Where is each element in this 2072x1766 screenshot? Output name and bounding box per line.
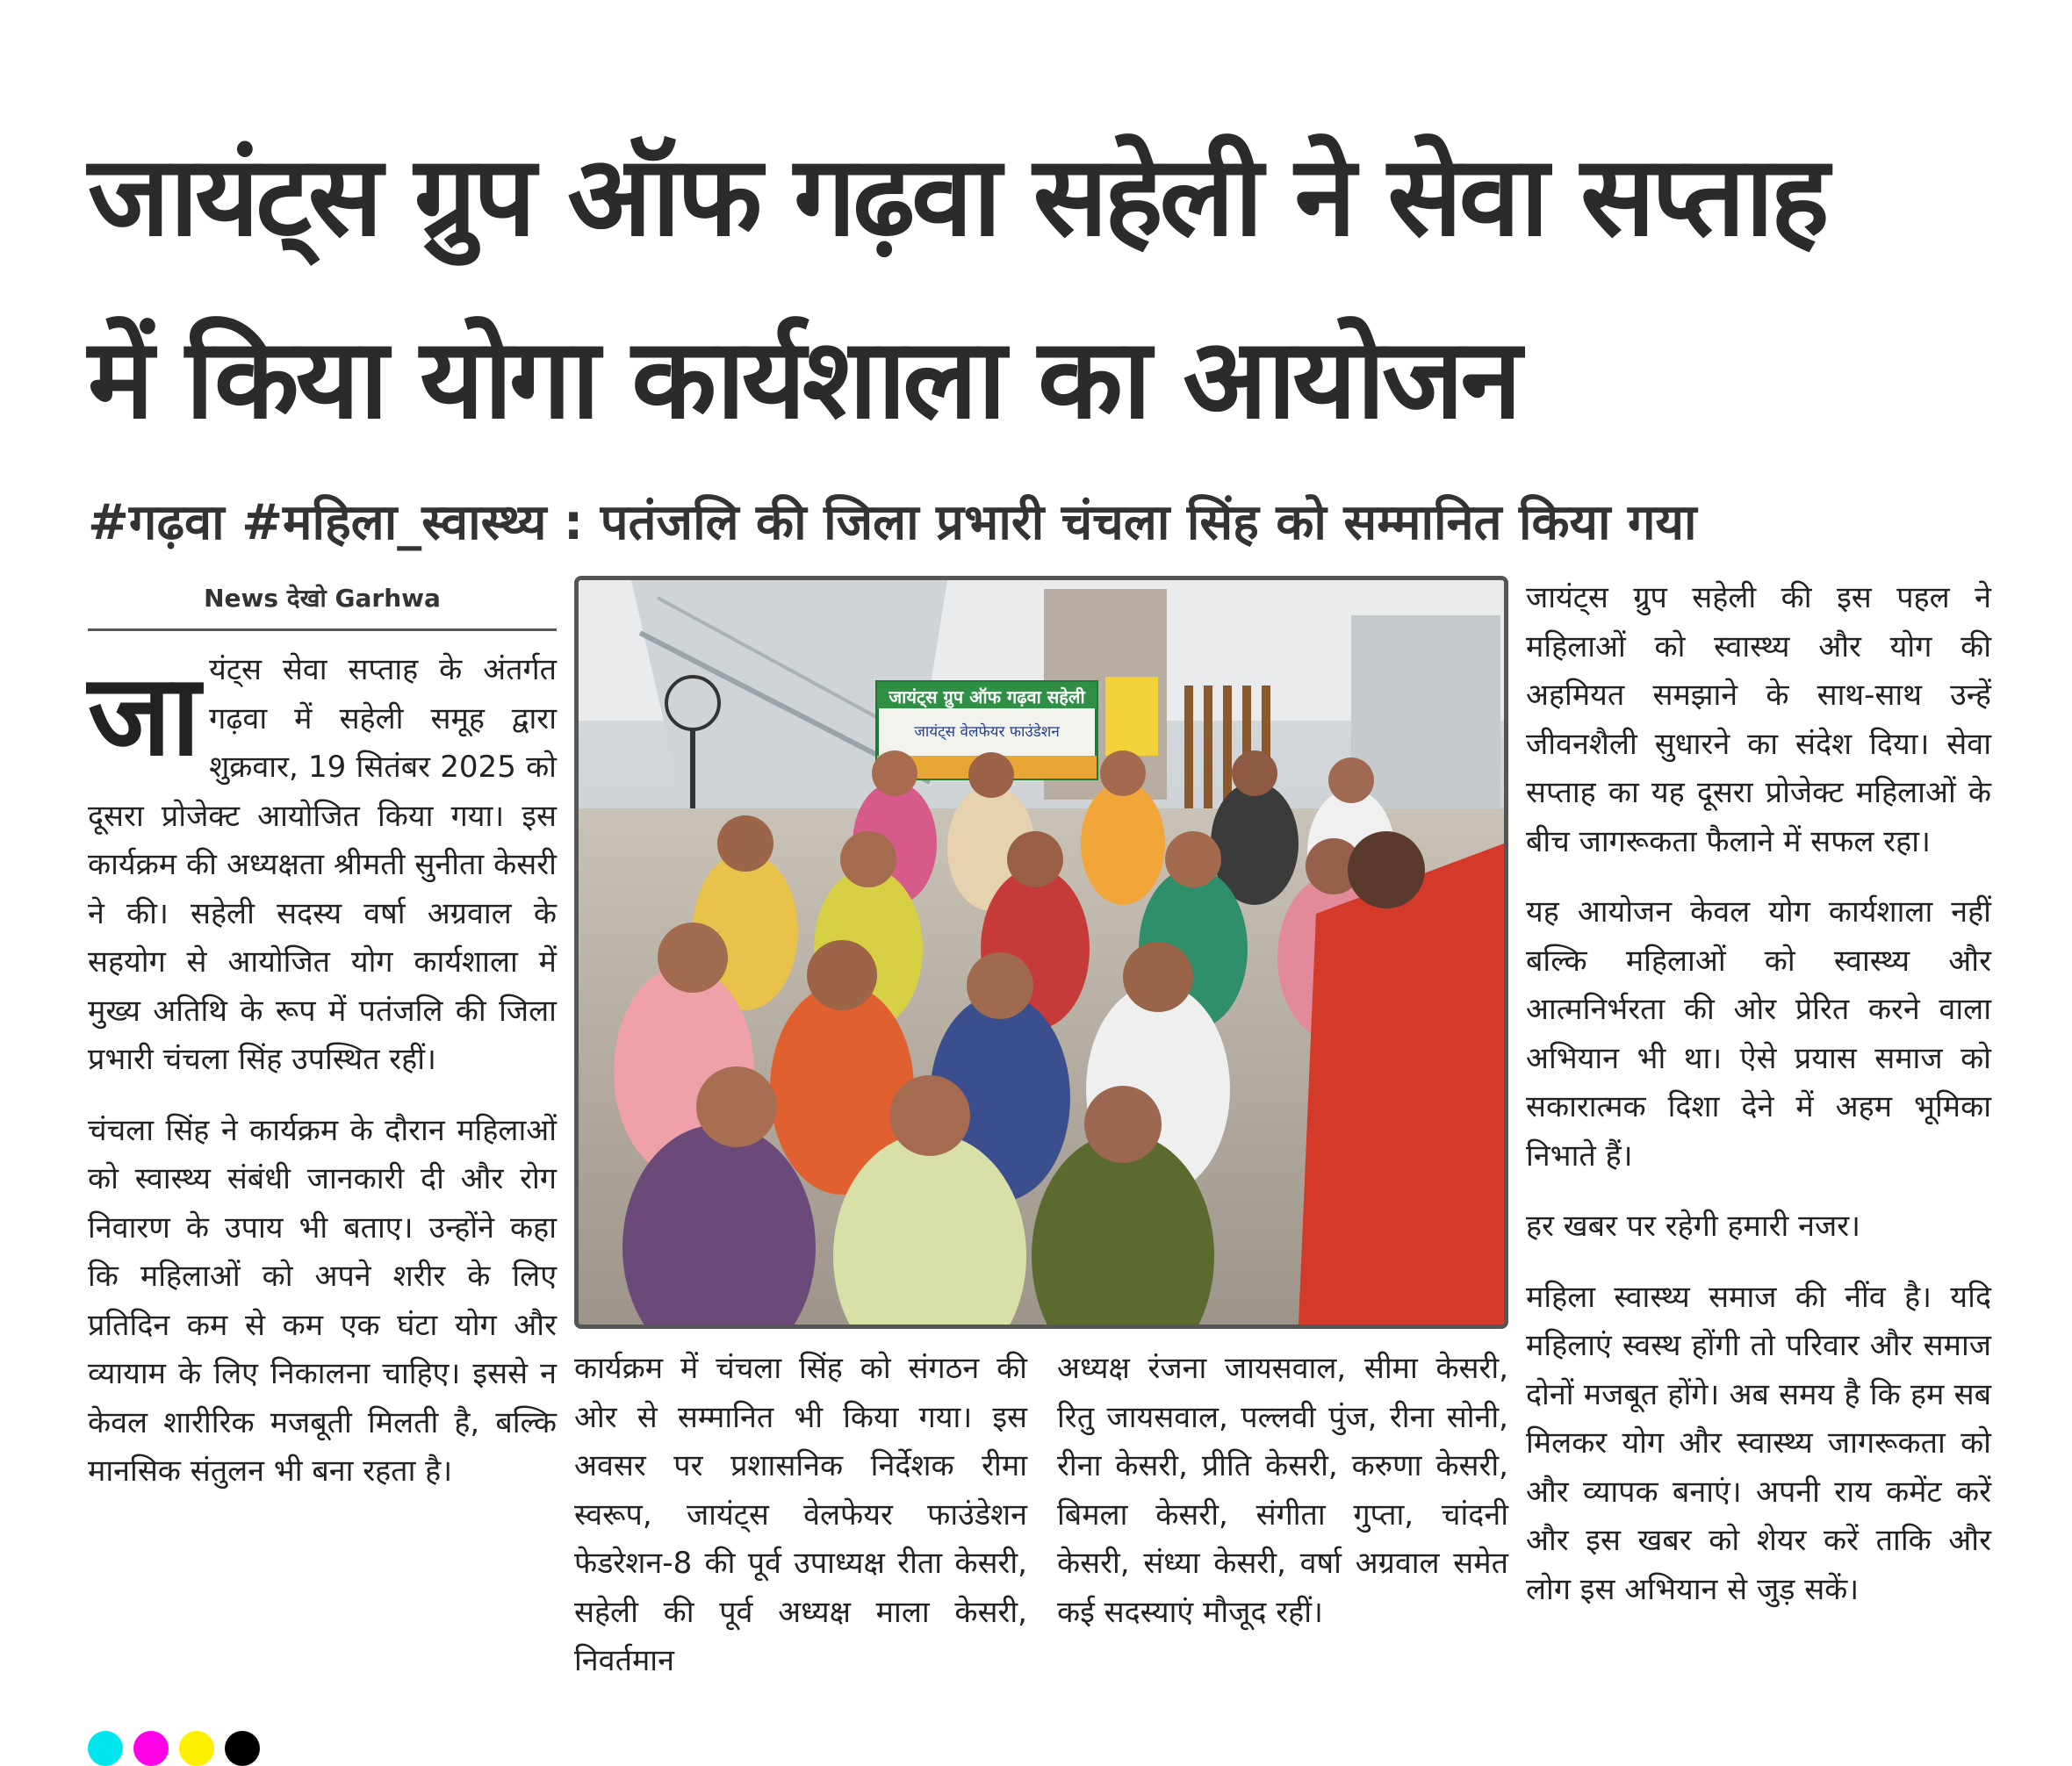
article-paragraph: यह आयोजन केवल योग कार्यशाला नहीं बल्कि महिलाओं को स्वास्थ्य और आत्मनिर्भरता की ओर प्रेरित करने वाला अभियान भी था। ऐसे प्रयास समाज को सकारात्मक दिशा देने में अहम भूमिका निभाते हैं। [1526, 894, 1991, 1174]
article-paragraph: चंचला सिंह ने कार्यक्रम के दौरान महिलाओं को स्वास्थ्य संबंधी जानकारी दी और रोग निवारण के उपाय भी बताए। उन्होंने कहा कि महिलाओं को अपने शरीर के लिए प्रतिदिन कम से कम एक घंटा योग और व्यायाम के लिए निकालना चाहिए। इससे न केवल शारीरिक मजबूती मिलती है, बल्कि मानसिक संतुलन भी बना रहता है। [88, 1112, 557, 1489]
headline-line-2: में किया योगा कार्यशाला का आयोजन [88, 314, 1519, 443]
article-paragraph: महिला स्वास्थ्य समाज की नींव है। यदि महिलाएं स्वस्थ होंगी तो परिवार और समाज दोनों मजबूत होंगे। अब समय है कि हम सब मिलकर योग और स्वास्थ्य जागरूकता को और व्यापक बनाएं। अपनी राय कमेंट करें और इस खबर को शेयर करें ताकि और लोग इस अभियान से जुड़ सकें। [1526, 1279, 1991, 1607]
yellow-registration-dot [179, 1731, 214, 1766]
headline [88, 105, 2002, 470]
banner-subtitle: जायंट्स वेलफेयर फाउंडेशन [914, 723, 1060, 741]
article-column-4 [1526, 574, 1991, 1636]
news-photo [574, 576, 1508, 1329]
yoga-workshop-photo [579, 580, 1504, 1324]
article-paragraph: कार्यक्रम में चंचला सिंह को संगठन की ओर से सम्मानित भी किया गया। इस अवसर पर प्रशासनिक निर्देशक रीमा स्वरूप, जायंट्स वेलफेयर फाउंडेशन फेडरेशन-8 की पूर्व उपाध्यक्ष रीता केसरी, सहेली की पूर्व अध्यक्ष माला केसरी, निवर्तमान [574, 1351, 1027, 1678]
black-registration-dot [225, 1731, 260, 1766]
subheadline: #गढ़वा #महिला_स्वास्थ्य : पतंजलि की जिला प्रभारी चंचला सिंह को सम्मानित किया गया [88, 494, 1697, 551]
article-paragraph: अध्यक्ष रंजना जायसवाल, सीमा केसरी, रितु जायसवाल, पल्लवी पुंज, रीना सोनी, रीना केसरी, प्रीति केसरी, करुणा केसरी, बिमला केसरी, संगीता गुप्ता, चांदनी केसरी, संध्या केसरी, वर्षा अग्रवाल समेत कई सदस्याएं मौजूद रहीं। [1057, 1351, 1508, 1630]
byline-rule [88, 628, 557, 631]
cyan-registration-dot [88, 1731, 123, 1766]
magenta-registration-dot [133, 1731, 169, 1766]
article-paragraph: हर खबर पर रहेगी हमारी नजर। [1526, 1209, 1861, 1244]
headline-line-1: जायंट्स ग्रुप ऑफ गढ़वा सहेली ने सेवा सप्ताह [88, 132, 1826, 261]
drop-cap: जा [88, 650, 196, 781]
byline: News देखो Garhwa [204, 584, 441, 613]
article-column-1 [88, 646, 557, 1518]
article-paragraph: जायंट्स ग्रुप सहेली की इस पहल ने महिलाओं को स्वास्थ्य और योग की अहमियत समझाने के साथ-साथ उन्हें जीवनशैली सुधारने का संदेश दिया। सेवा सप्ताह का यह दूसरा प्रोजेक्ट महिलाओं के बीच जागरूकता फैलाने में सफल रहा। [1526, 580, 1991, 859]
article-column-2 [574, 1345, 1027, 1708]
article-paragraph [88, 646, 557, 1085]
article-column-3 [1057, 1345, 1508, 1659]
banner-title: जायंट्स ग्रुप ऑफ गढ़वा सहेली [889, 686, 1085, 707]
paragraph-text: यंट्स सेवा सप्ताह के अंतर्गत गढ़वा में सहेली समूह द्वारा शुक्रवार, 19 सितंबर 2025 को दूसरा प्रोजेक्ट आयोजित किया गया। इस कार्यक्रम की अध्यक्षता श्रीमती सुनीता केसरी ने की। सहेली सदस्य वर्षा अग्रवाल के सहयोग से आयोजित योग कार्यशाला में मुख्य अतिथि के रूप में पतंजलि की जिला प्रभारी चंचला सिंह उपस्थित रहीं। [88, 652, 557, 1077]
